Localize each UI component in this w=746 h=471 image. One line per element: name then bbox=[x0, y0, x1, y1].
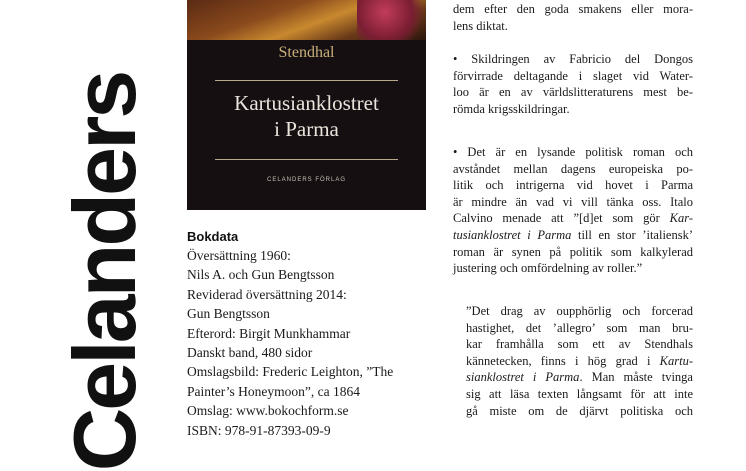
book-data-line: Reviderad översättning 2014: bbox=[187, 286, 347, 302]
book-data-heading: Bokdata bbox=[187, 229, 239, 244]
cover-title-line1: Kartusianklostret bbox=[234, 91, 379, 115]
text-line bbox=[453, 210, 693, 227]
book-data-line: Gun Bengtsson bbox=[187, 306, 270, 322]
cover-publisher: CELANDERS FÖRLAG bbox=[266, 177, 346, 183]
cover-rule-bottom bbox=[215, 159, 398, 160]
book-title-italic: sianklostret i Parma bbox=[466, 370, 580, 385]
text-line: römda krigsskildringar. bbox=[453, 101, 570, 116]
text-line: dem efter den goda smakens eller mora- bbox=[453, 2, 693, 16]
paragraph-waterloo bbox=[453, 51, 693, 117]
paragraph-calvino-quote bbox=[466, 303, 693, 419]
text-line bbox=[466, 353, 693, 370]
cover-author: Stendhal bbox=[278, 44, 335, 61]
text-line: loo är en av världslitteraturens mest be- bbox=[453, 85, 693, 100]
text-line: avståndet mellan dagens europeiska po- bbox=[453, 161, 693, 176]
text-line: • Det är en lysande politisk roman och bbox=[453, 145, 693, 159]
book-data-line: Översättning 1960: bbox=[187, 248, 291, 263]
paragraph-politics bbox=[453, 144, 693, 277]
book-data-line: Painter’s Honeymoon”, ca 1864 bbox=[187, 383, 360, 399]
cover-painting bbox=[187, 0, 426, 40]
paragraph-fragment bbox=[453, 1, 693, 34]
text-line: förvirrade deltagande i slaget vid Water- bbox=[453, 68, 693, 83]
text-run: Calvino menade att ”[d]et som gör bbox=[453, 211, 670, 226]
book-data-line: Danskt band, 480 sidor bbox=[187, 345, 313, 361]
publisher-vertical-title bbox=[55, 0, 154, 471]
cover-title-line2: i Parma bbox=[274, 117, 339, 141]
text-line: ”Det drag av oupphörlig och forcerad bbox=[466, 304, 693, 318]
book-title-italic: Kar- bbox=[669, 211, 693, 226]
book-title-italic: Kartu- bbox=[659, 353, 693, 368]
publisher-name: Celanders bbox=[55, 72, 154, 471]
text-line: gå miste om de djärvt politiska och bbox=[466, 403, 693, 418]
book-data bbox=[187, 228, 437, 440]
text-line: justering och omfördelning av roller.” bbox=[453, 261, 643, 276]
book-data-line: ISBN: 978-91-87393-09-9 bbox=[187, 422, 331, 438]
cover-title bbox=[187, 90, 426, 142]
text-line: sig att läsa texten långsamt för att inte bbox=[466, 386, 693, 401]
text-run: kännetecken, finns i hög grad i bbox=[466, 353, 660, 368]
book-title-italic: tusianklostret i Parma bbox=[453, 227, 572, 242]
book-data-line: Nils A. och Gun Bengtsson bbox=[187, 267, 335, 283]
text-line: hastighet, det ’allegro’ som man bru- bbox=[466, 320, 693, 335]
text-run: till en stor ’italiensk’ bbox=[571, 227, 693, 242]
text-line: är mindre än vad vi vill tänka oss. Italo bbox=[453, 194, 693, 209]
text-line: lens diktat. bbox=[453, 18, 508, 33]
book-data-line: Omslagsbild: Frederic Leighton, ”The bbox=[187, 364, 394, 380]
text-line bbox=[453, 227, 693, 244]
text-line: litik och intrigerna vid hovet i Parma bbox=[453, 178, 693, 193]
text-line bbox=[466, 369, 693, 386]
book-data-line: Omslag: www.bokochform.se bbox=[187, 403, 349, 419]
text-line: kar framhålla som ett av Stendhals bbox=[466, 337, 693, 352]
book-cover bbox=[187, 0, 426, 210]
text-run: . Man måste tvinga bbox=[579, 370, 693, 385]
text-line: roman är synen på politik som kalkylerad bbox=[453, 244, 693, 259]
text-line: • Skildringen av Fabricio del Dongos bbox=[453, 52, 693, 66]
book-data-line: Efterord: Birgit Munkhammar bbox=[187, 325, 351, 341]
cover-rule-top bbox=[215, 80, 398, 81]
